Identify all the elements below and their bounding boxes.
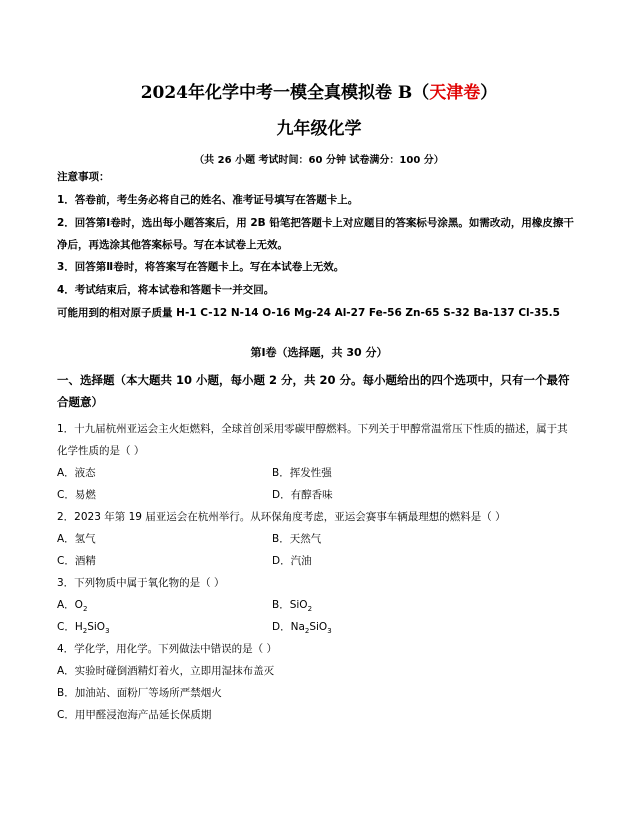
note-item: 2．回答第Ⅰ卷时，选出每小题答案后，用 2B 铅笔把答题卡上对应题目的答案标号涂黑。如需改动，用橡皮擦干净后，再选涂其他答案标号。写在本试卷上无效。 <box>57 217 574 251</box>
question-stem: 1．十九届杭州亚运会主火炬燃料，全球首创采用零碳甲醇燃料。下列关于甲醇常温常压下性质的描述，属于其化学性质的是（ ） <box>57 423 568 457</box>
part-heading: 第Ⅰ卷（选择题，共 30 分） <box>250 346 388 359</box>
note-item: 3．回答第Ⅱ卷时，将答案写在答题卡上。写在本试卷上无效。 <box>57 261 345 273</box>
title-close: ） <box>480 83 498 103</box>
title-main: 2024年化学中考一模全真模拟卷 B（ <box>140 83 430 103</box>
question-stem: 3．下列物质中属于氧化物的是（ ） <box>57 577 225 589</box>
questions-list <box>57 418 577 726</box>
exam-title <box>0 78 638 103</box>
option-row <box>57 528 577 550</box>
notes-heading: 注意事项： <box>57 171 110 183</box>
option: C．$H_2SiO_3$ <box>57 621 110 636</box>
option: A．液态 <box>57 467 96 479</box>
option: C．酒精 <box>57 555 96 567</box>
option: B．挥发性强 <box>272 467 332 479</box>
section-heading: 一、选择题（本大题共 10 小题，每小题 2 分，共 20 分。每小题给出的四个选项中，只有一个最符合题意） <box>57 373 570 409</box>
option: B．天然气 <box>272 533 322 545</box>
exam-info: （共 26 小题 考试时间：60 分钟 试卷满分：100 分） <box>194 155 444 166</box>
option: D．有醇香味 <box>272 489 333 501</box>
option: A．实验时碰倒酒精灯着火，立即用湿抹布盖灭 <box>57 665 275 677</box>
exam-subtitle: 九年级化学 <box>276 119 362 139</box>
option: B．SiO$_2$ <box>272 599 313 614</box>
option: C．用甲醛浸泡海产品延长保质期 <box>57 709 212 721</box>
option: A．氢气 <box>57 533 96 545</box>
option-row <box>57 484 577 506</box>
option-row <box>57 550 577 572</box>
atomic-masses: 可能用到的相对原子质量 H-1 C-12 N-14 O-16 Mg-24 Al-27 Fe-56 Zn-65 S-32 Ba-137 Cl-35.5 <box>57 307 560 319</box>
question-stem: 2．2023 年第 19 届亚运会在杭州举行。从环保角度考虑，亚运会赛事车辆最理想的燃料是（ ） <box>57 511 506 523</box>
title-region: 天津卷 <box>429 83 481 103</box>
option-row <box>57 616 577 638</box>
option: D．$Na_2SiO_3$ <box>272 621 332 636</box>
option-row <box>57 462 577 484</box>
note-item: 4．考试结束后，将本试卷和答题卡一并交回。 <box>57 284 275 296</box>
option: D．汽油 <box>272 555 312 567</box>
option: B．加油站、面粉厂等场所严禁烟火 <box>57 687 222 699</box>
notes-block <box>57 166 577 324</box>
note-item: 1．答卷前，考生务必将自己的姓名、准考证号填写在答题卡上。 <box>57 194 359 206</box>
question-stem: 4．学化学，用化学。下列做法中错误的是（ ） <box>57 643 278 655</box>
option-row <box>57 594 577 616</box>
option: C．易燃 <box>57 489 96 501</box>
option: A．$O_2$ <box>57 599 88 614</box>
